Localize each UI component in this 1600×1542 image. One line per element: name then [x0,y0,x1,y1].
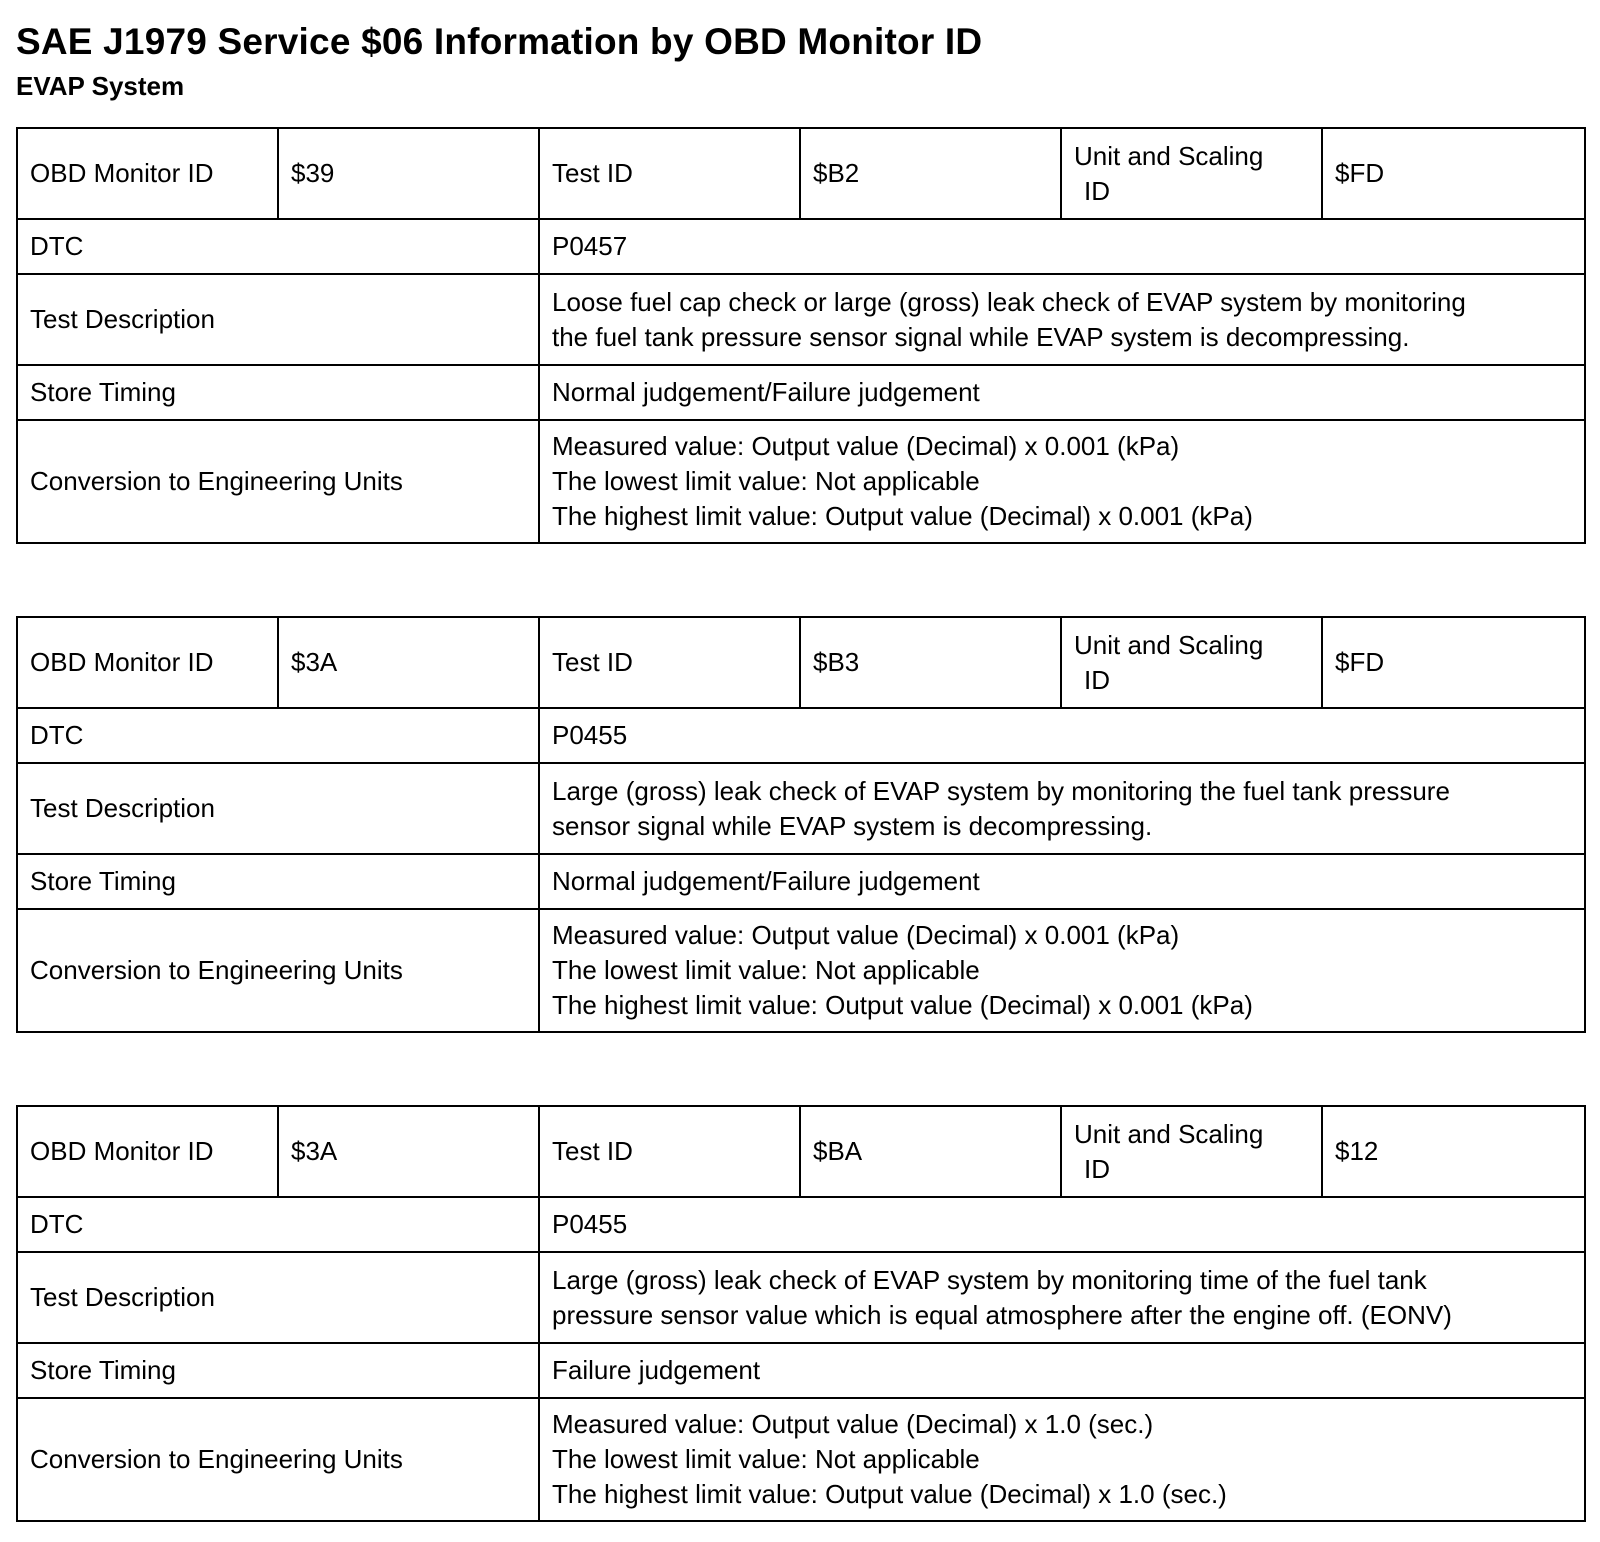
dtc-label: DTC [17,219,539,274]
conversion-value [539,1398,1585,1521]
dtc-row [17,1197,1585,1252]
conversion-row [17,420,1585,543]
page-subtitle: EVAP System [16,71,185,101]
unit-scaling-label-line1: Unit and Scaling [1074,1118,1264,1149]
monitor-table [16,616,1586,1033]
description-line: sensor signal while EVAP system is decompressing. [552,810,1153,841]
obd-monitor-id-label: OBD Monitor ID [17,128,278,219]
conversion-line: The highest limit value: Output value (Decimal) x 0.001 (kPa) [552,990,1253,1020]
unit-scaling-label-line2: ID [1084,664,1110,695]
test-description-value [539,1252,1585,1343]
test-id-label: Test ID [539,1106,800,1197]
header-row [17,617,1585,708]
test-description-row [17,274,1585,365]
test-id-label: Test ID [539,617,800,708]
conversion-label: Conversion to Engineering Units [17,1398,539,1521]
description-line: the fuel tank pressure sensor signal while EVAP system is decompressing. [552,321,1410,352]
conversion-line: The lowest limit value: Not applicable [552,466,980,496]
description-line: Large (gross) leak check of EVAP system by monitoring the fuel tank pressure [552,775,1450,806]
dtc-row [17,219,1585,274]
unit-scaling-id-value: $FD [1322,128,1585,219]
test-id-value: $B2 [800,128,1061,219]
store-timing-value: Failure judgement [539,1343,1585,1398]
test-description-label: Test Description [17,1252,539,1343]
conversion-line: Measured value: Output value (Decimal) x 0.001 (kPa) [552,920,1180,950]
store-timing-value: Normal judgement/Failure judgement [539,365,1585,420]
test-description-value [539,274,1585,365]
conversion-line: Measured value: Output value (Decimal) x 0.001 (kPa) [552,431,1180,461]
unit-scaling-id-label [1061,128,1322,219]
monitor-table [16,1105,1586,1522]
obd-monitor-id-label: OBD Monitor ID [17,617,278,708]
conversion-line: The lowest limit value: Not applicable [552,1444,980,1474]
header-row [17,128,1585,219]
test-description-row [17,763,1585,854]
conversion-label: Conversion to Engineering Units [17,420,539,543]
obd-monitor-id-value: $3A [278,1106,539,1197]
unit-scaling-label-line2: ID [1084,1153,1110,1184]
page-title: SAE J1979 Service $06 Information by OBD Monitor ID [16,21,983,62]
store-timing-row [17,365,1585,420]
test-description-row [17,1252,1585,1343]
store-timing-label: Store Timing [17,854,539,909]
document-page [16,20,1584,1509]
conversion-line: The highest limit value: Output value (Decimal) x 0.001 (kPa) [552,501,1253,531]
monitor-table [16,127,1586,544]
conversion-label: Conversion to Engineering Units [17,909,539,1032]
test-description-label: Test Description [17,274,539,365]
dtc-value: P0455 [539,708,1585,763]
obd-monitor-id-value: $3A [278,617,539,708]
obd-monitor-id-value: $39 [278,128,539,219]
unit-scaling-id-value: $FD [1322,617,1585,708]
conversion-line: The highest limit value: Output value (Decimal) x 1.0 (sec.) [552,1479,1227,1509]
unit-scaling-id-value: $12 [1322,1106,1585,1197]
conversion-line: Measured value: Output value (Decimal) x 1.0 (sec.) [552,1409,1154,1439]
test-description-value [539,763,1585,854]
unit-scaling-id-label [1061,1106,1322,1197]
store-timing-value: Normal judgement/Failure judgement [539,854,1585,909]
test-description-label: Test Description [17,763,539,854]
test-id-value: $B3 [800,617,1061,708]
test-id-label: Test ID [539,128,800,219]
obd-monitor-id-label: OBD Monitor ID [17,1106,278,1197]
description-line: Loose fuel cap check or large (gross) leak check of EVAP system by monitoring [552,286,1466,317]
dtc-row [17,708,1585,763]
conversion-value [539,420,1585,543]
description-line: pressure sensor value which is equal atmosphere after the engine off. (EONV) [552,1299,1452,1330]
store-timing-row [17,854,1585,909]
unit-scaling-label-line2: ID [1084,175,1110,206]
store-timing-label: Store Timing [17,1343,539,1398]
conversion-row [17,1398,1585,1521]
conversion-line: The lowest limit value: Not applicable [552,955,980,985]
description-line: Large (gross) leak check of EVAP system by monitoring time of the fuel tank [552,1264,1427,1295]
dtc-label: DTC [17,1197,539,1252]
unit-scaling-id-label [1061,617,1322,708]
unit-scaling-label-line1: Unit and Scaling [1074,629,1264,660]
dtc-value: P0457 [539,219,1585,274]
conversion-value [539,909,1585,1032]
conversion-row [17,909,1585,1032]
header-row [17,1106,1585,1197]
test-id-value: $BA [800,1106,1061,1197]
dtc-label: DTC [17,708,539,763]
store-timing-label: Store Timing [17,365,539,420]
dtc-value: P0455 [539,1197,1585,1252]
unit-scaling-label-line1: Unit and Scaling [1074,140,1264,171]
store-timing-row [17,1343,1585,1398]
